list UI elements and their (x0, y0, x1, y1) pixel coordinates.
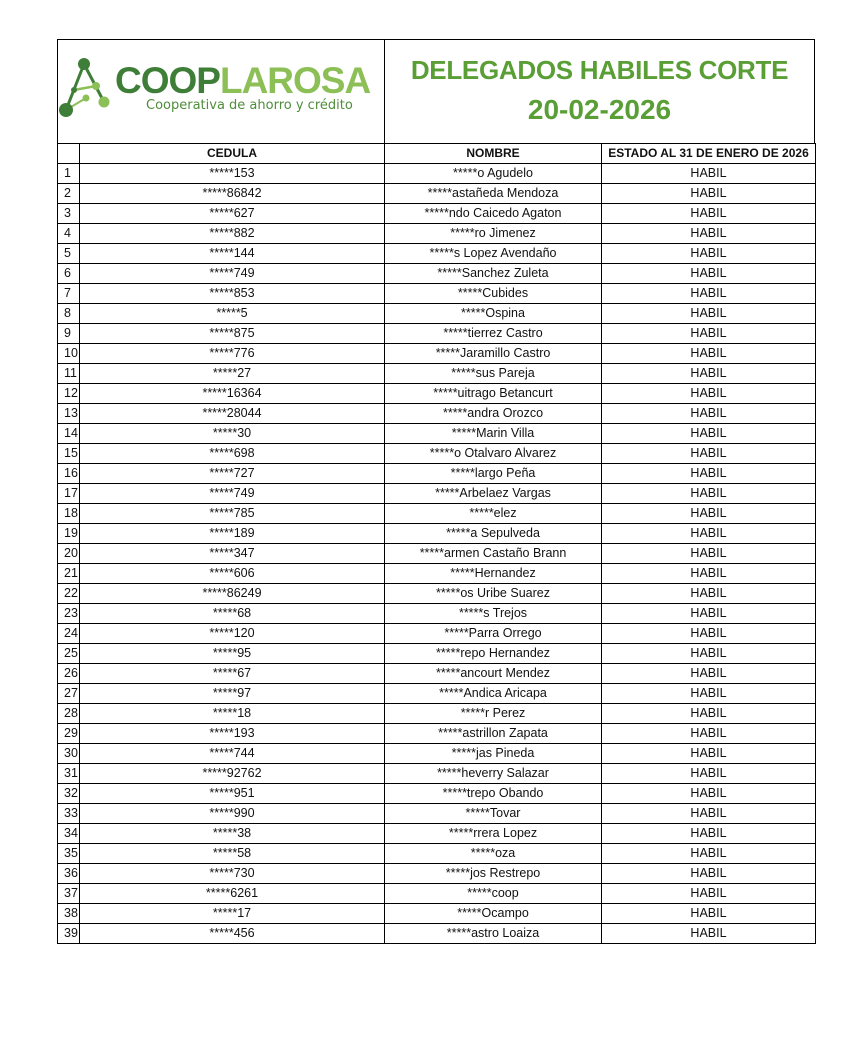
nombre-cell: *****trepo Obando (385, 784, 602, 804)
cedula-cell: *****193 (80, 724, 385, 744)
estado-cell: HABIL (602, 544, 816, 564)
nombre-cell: *****coop (385, 884, 602, 904)
row-number: 37 (58, 884, 80, 904)
cedula-cell: *****347 (80, 544, 385, 564)
table-row (58, 904, 816, 924)
table-row (58, 244, 816, 264)
row-number: 8 (58, 304, 80, 324)
cedula-cell: *****990 (80, 804, 385, 824)
cedula-cell: *****749 (80, 264, 385, 284)
estado-cell: HABIL (602, 364, 816, 384)
nombre-cell: *****o Otalvaro Alvarez (385, 444, 602, 464)
delegates-table (57, 143, 816, 944)
network-a-icon (58, 54, 120, 124)
nombre-cell: *****Cubides (385, 284, 602, 304)
cedula-cell: *****67 (80, 664, 385, 684)
table-row (58, 484, 816, 504)
table-row (58, 824, 816, 844)
nombre-cell: *****oza (385, 844, 602, 864)
table-row (58, 784, 816, 804)
nombre-cell: *****Andica Aricapa (385, 684, 602, 704)
nombre-cell: *****s Trejos (385, 604, 602, 624)
estado-cell: HABIL (602, 784, 816, 804)
estado-cell: HABIL (602, 224, 816, 244)
cedula-cell: *****144 (80, 244, 385, 264)
column-header-cedula: CEDULA (80, 144, 385, 164)
table-row (58, 864, 816, 884)
table-header-row (58, 144, 816, 164)
table-row (58, 664, 816, 684)
cedula-cell: *****17 (80, 904, 385, 924)
table-row (58, 224, 816, 244)
row-number: 38 (58, 904, 80, 924)
estado-cell: HABIL (602, 284, 816, 304)
column-header-nombre: NOMBRE (385, 144, 602, 164)
nombre-cell: *****tierrez Castro (385, 324, 602, 344)
estado-cell: HABIL (602, 564, 816, 584)
nombre-cell: *****ancourt Mendez (385, 664, 602, 684)
cedula-cell: *****951 (80, 784, 385, 804)
estado-cell: HABIL (602, 204, 816, 224)
table-row (58, 584, 816, 604)
table-row (58, 344, 816, 364)
table-row (58, 324, 816, 344)
estado-cell: HABIL (602, 344, 816, 364)
cedula-cell: *****86842 (80, 184, 385, 204)
row-number: 22 (58, 584, 80, 604)
cedula-cell: *****853 (80, 284, 385, 304)
estado-cell: HABIL (602, 644, 816, 664)
nombre-cell: *****jos Restrepo (385, 864, 602, 884)
table-row (58, 184, 816, 204)
estado-cell: HABIL (602, 664, 816, 684)
sheet-header (57, 39, 815, 143)
nombre-cell: *****a Sepulveda (385, 524, 602, 544)
cedula-cell: *****698 (80, 444, 385, 464)
nombre-cell: *****andra Orozco (385, 404, 602, 424)
nombre-cell: *****o Agudelo (385, 164, 602, 184)
row-number: 33 (58, 804, 80, 824)
column-header-number (58, 144, 80, 164)
table-row (58, 464, 816, 484)
estado-cell: HABIL (602, 864, 816, 884)
estado-cell: HABIL (602, 184, 816, 204)
nombre-cell: *****Marin Villa (385, 424, 602, 444)
cedula-cell: *****456 (80, 924, 385, 944)
row-number: 13 (58, 404, 80, 424)
table-row (58, 924, 816, 944)
estado-cell: HABIL (602, 624, 816, 644)
row-number: 25 (58, 644, 80, 664)
cedula-cell: *****627 (80, 204, 385, 224)
row-number: 23 (58, 604, 80, 624)
cedula-cell: *****30 (80, 424, 385, 444)
nombre-cell: *****Hernandez (385, 564, 602, 584)
table-row (58, 844, 816, 864)
nombre-cell: *****astrillon Zapata (385, 724, 602, 744)
cedula-cell: *****68 (80, 604, 385, 624)
table-row (58, 444, 816, 464)
cedula-cell: *****744 (80, 744, 385, 764)
cedula-cell: *****776 (80, 344, 385, 364)
estado-cell: HABIL (602, 744, 816, 764)
page-title: DELEGADOS HABILES CORTE (410, 55, 789, 86)
cutoff-date: 20-02-2026 (527, 93, 672, 125)
estado-cell: HABIL (602, 924, 816, 944)
nombre-cell: *****astañeda Mendoza (385, 184, 602, 204)
nombre-cell: *****armen Castaño Brann (385, 544, 602, 564)
nombre-cell: *****Ocampo (385, 904, 602, 924)
estado-cell: HABIL (602, 824, 816, 844)
delegates-sheet (57, 39, 815, 944)
cedula-cell: *****153 (80, 164, 385, 184)
table-row (58, 544, 816, 564)
table-row (58, 624, 816, 644)
cedula-cell: *****606 (80, 564, 385, 584)
nombre-cell: *****Parra Orrego (385, 624, 602, 644)
table-row (58, 364, 816, 384)
cooplarosa-logo (58, 40, 385, 143)
cedula-cell: *****92762 (80, 764, 385, 784)
row-number: 5 (58, 244, 80, 264)
nombre-cell: *****elez (385, 504, 602, 524)
cedula-cell: *****18 (80, 704, 385, 724)
row-number: 16 (58, 464, 80, 484)
row-number: 39 (58, 924, 80, 944)
cedula-cell: *****120 (80, 624, 385, 644)
estado-cell: HABIL (602, 764, 816, 784)
estado-cell: HABIL (602, 524, 816, 544)
nombre-cell: *****jas Pineda (385, 744, 602, 764)
table-row (58, 744, 816, 764)
table-row (58, 604, 816, 624)
cedula-cell: *****730 (80, 864, 385, 884)
nombre-cell: *****Ospina (385, 304, 602, 324)
estado-cell: HABIL (602, 804, 816, 824)
row-number: 30 (58, 744, 80, 764)
cedula-cell: *****86249 (80, 584, 385, 604)
cedula-cell: *****27 (80, 364, 385, 384)
row-number: 34 (58, 824, 80, 844)
row-number: 14 (58, 424, 80, 444)
row-number: 29 (58, 724, 80, 744)
row-number: 3 (58, 204, 80, 224)
estado-cell: HABIL (602, 264, 816, 284)
estado-cell: HABIL (602, 844, 816, 864)
brand-tagline: Cooperativa de ahorro y crédito (146, 98, 353, 113)
column-header-estado: ESTADO AL 31 DE ENERO DE 2026 (602, 144, 816, 164)
row-number: 35 (58, 844, 80, 864)
nombre-cell: *****ro Jimenez (385, 224, 602, 244)
table-row (58, 164, 816, 184)
table-row (58, 424, 816, 444)
estado-cell: HABIL (602, 704, 816, 724)
row-number: 27 (58, 684, 80, 704)
table-row (58, 724, 816, 744)
table-row (58, 804, 816, 824)
nombre-cell: *****rrera Lopez (385, 824, 602, 844)
row-number: 1 (58, 164, 80, 184)
row-number: 2 (58, 184, 80, 204)
cedula-cell: *****58 (80, 844, 385, 864)
cedula-cell: *****785 (80, 504, 385, 524)
row-number: 26 (58, 664, 80, 684)
table-row (58, 704, 816, 724)
brand-name: COOPLAROSA (115, 60, 371, 101)
row-number: 6 (58, 264, 80, 284)
row-number: 10 (58, 344, 80, 364)
table-row (58, 264, 816, 284)
row-number: 19 (58, 524, 80, 544)
estado-cell: HABIL (602, 484, 816, 504)
estado-cell: HABIL (602, 404, 816, 424)
cedula-cell: *****16364 (80, 384, 385, 404)
estado-cell: HABIL (602, 424, 816, 444)
estado-cell: HABIL (602, 384, 816, 404)
cedula-cell: *****38 (80, 824, 385, 844)
table-row (58, 504, 816, 524)
nombre-cell: *****Tovar (385, 804, 602, 824)
estado-cell: HABIL (602, 244, 816, 264)
table-row (58, 564, 816, 584)
estado-cell: HABIL (602, 464, 816, 484)
table-row (58, 284, 816, 304)
estado-cell: HABIL (602, 164, 816, 184)
table-row (58, 304, 816, 324)
estado-cell: HABIL (602, 604, 816, 624)
nombre-cell: *****sus Pareja (385, 364, 602, 384)
estado-cell: HABIL (602, 304, 816, 324)
cedula-cell: *****5 (80, 304, 385, 324)
row-number: 12 (58, 384, 80, 404)
row-number: 32 (58, 784, 80, 804)
nombre-cell: *****astro Loaiza (385, 924, 602, 944)
estado-cell: HABIL (602, 504, 816, 524)
row-number: 7 (58, 284, 80, 304)
cedula-cell: *****189 (80, 524, 385, 544)
table-row (58, 384, 816, 404)
table-row (58, 884, 816, 904)
nombre-cell: *****os Uribe Suarez (385, 584, 602, 604)
title-block (385, 40, 814, 143)
row-number: 24 (58, 624, 80, 644)
estado-cell: HABIL (602, 684, 816, 704)
cedula-cell: *****882 (80, 224, 385, 244)
cedula-cell: *****6261 (80, 884, 385, 904)
nombre-cell: *****ndo Caicedo Agaton (385, 204, 602, 224)
nombre-cell: *****uitrago Betancurt (385, 384, 602, 404)
row-number: 4 (58, 224, 80, 244)
cedula-cell: *****749 (80, 484, 385, 504)
row-number: 20 (58, 544, 80, 564)
cedula-cell: *****28044 (80, 404, 385, 424)
nombre-cell: *****r Perez (385, 704, 602, 724)
cedula-cell: *****97 (80, 684, 385, 704)
estado-cell: HABIL (602, 584, 816, 604)
table-row (58, 524, 816, 544)
estado-cell: HABIL (602, 444, 816, 464)
estado-cell: HABIL (602, 884, 816, 904)
row-number: 11 (58, 364, 80, 384)
estado-cell: HABIL (602, 724, 816, 744)
nombre-cell: *****Sanchez Zuleta (385, 264, 602, 284)
row-number: 31 (58, 764, 80, 784)
nombre-cell: *****repo Hernandez (385, 644, 602, 664)
estado-cell: HABIL (602, 904, 816, 924)
table-row (58, 644, 816, 664)
row-number: 15 (58, 444, 80, 464)
nombre-cell: *****Arbelaez Vargas (385, 484, 602, 504)
row-number: 28 (58, 704, 80, 724)
nombre-cell: *****heverry Salazar (385, 764, 602, 784)
nombre-cell: *****largo Peña (385, 464, 602, 484)
row-number: 18 (58, 504, 80, 524)
row-number: 21 (58, 564, 80, 584)
table-row (58, 404, 816, 424)
cedula-cell: *****727 (80, 464, 385, 484)
cedula-cell: *****95 (80, 644, 385, 664)
table-row (58, 764, 816, 784)
row-number: 17 (58, 484, 80, 504)
cedula-cell: *****875 (80, 324, 385, 344)
table-row (58, 204, 816, 224)
nombre-cell: *****s Lopez Avendaño (385, 244, 602, 264)
row-number: 9 (58, 324, 80, 344)
estado-cell: HABIL (602, 324, 816, 344)
row-number: 36 (58, 864, 80, 884)
nombre-cell: *****Jaramillo Castro (385, 344, 602, 364)
table-row (58, 684, 816, 704)
